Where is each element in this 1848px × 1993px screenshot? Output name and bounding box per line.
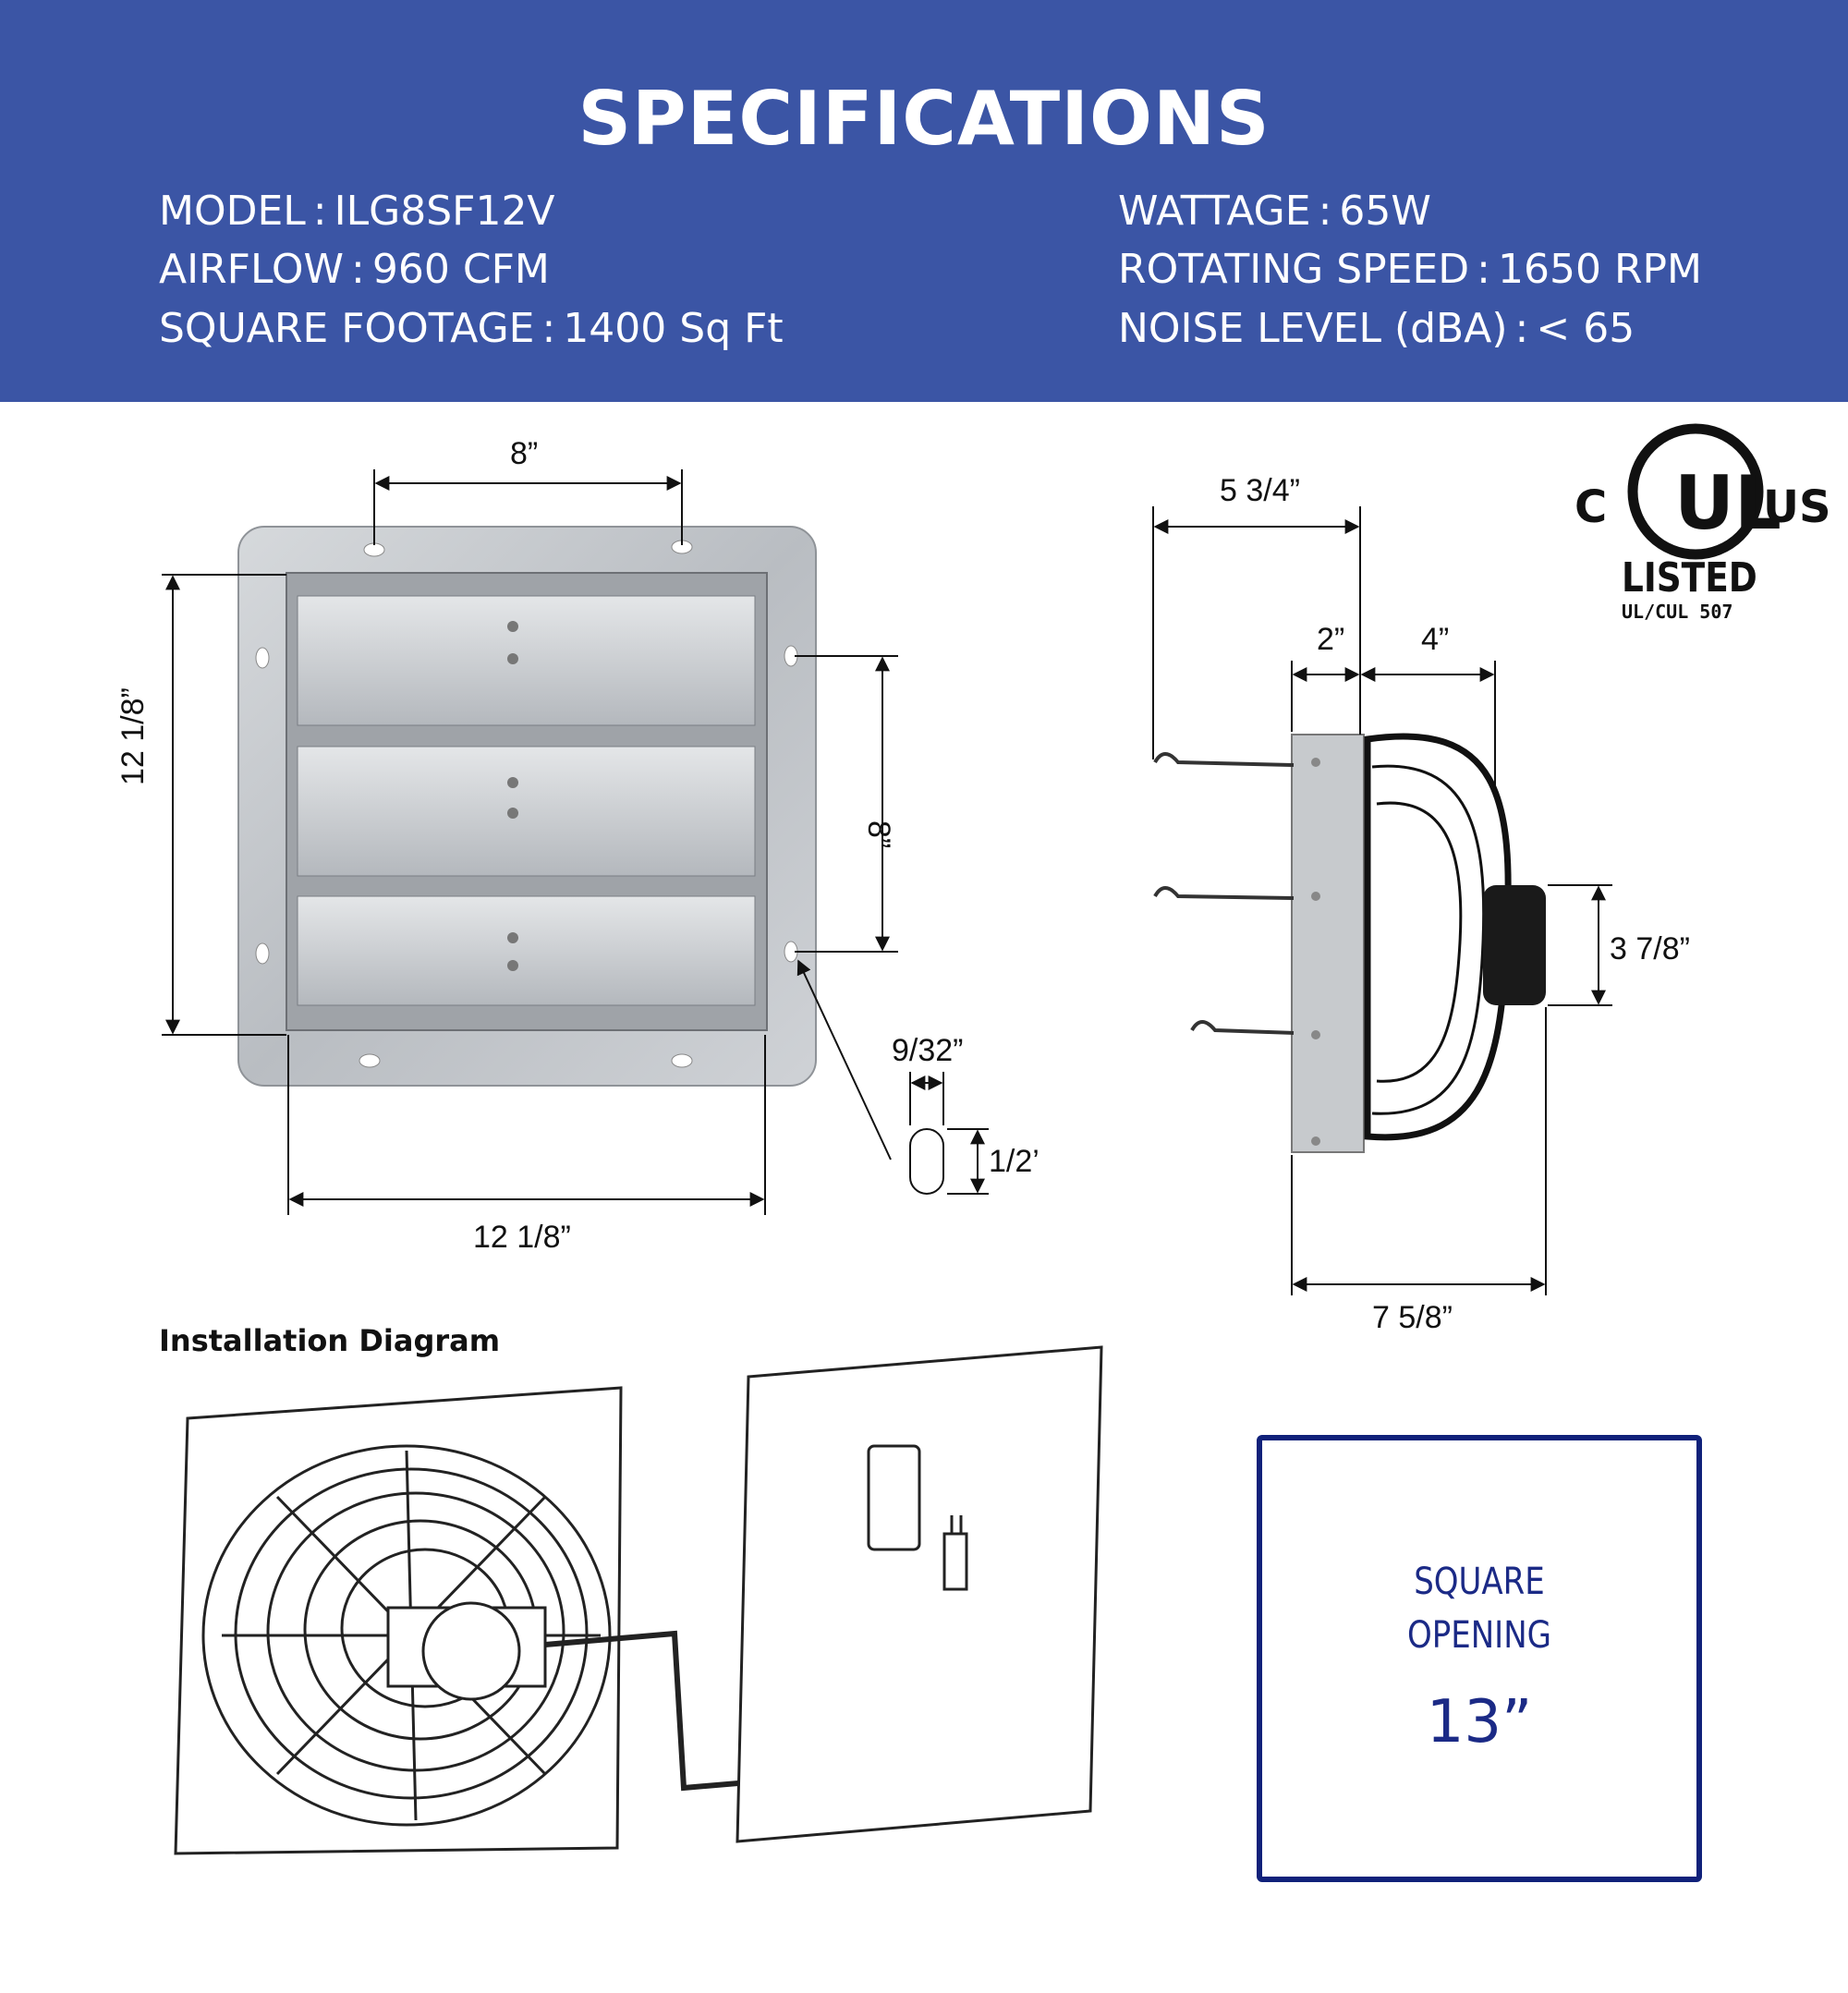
install-plug [944, 1534, 967, 1589]
spec-separator: : [1477, 246, 1490, 293]
spec-model [159, 188, 555, 236]
ul-standard: UL/CUL 507 [1622, 601, 1733, 623]
spec-label: AIRFLOW [159, 246, 345, 293]
spec-label: SQUARE FOOTAGE [159, 305, 535, 352]
dim-front-depth: 2” [1317, 622, 1345, 657]
spec-wattage [1118, 188, 1431, 236]
dim-slot-height: 1/2’ [989, 1144, 1040, 1179]
spec-value: 1650 RPM [1497, 246, 1703, 293]
spec-square-footage [159, 305, 784, 353]
ul-logo [1571, 416, 1831, 554]
spec-rotating-speed [1118, 246, 1702, 294]
dim-front-height: 12 1/8” [116, 687, 151, 785]
spec-separator: : [1318, 188, 1332, 235]
install-outlet [869, 1446, 919, 1549]
spec-value: 1400 Sq Ft [563, 305, 784, 352]
front-view-drawing [0, 407, 1109, 1238]
dim-side-overall-depth: 7 5/8” [1372, 1300, 1453, 1335]
spec-airflow [159, 246, 550, 294]
dim-motor-height: 3 7/8” [1610, 931, 1690, 966]
spec-label: ROTATING SPEED [1118, 246, 1470, 293]
installation-title: Installation Diagram [159, 1323, 501, 1358]
dim-front-width: 12 1/8” [473, 1220, 571, 1255]
ul-c: C [1574, 481, 1608, 533]
spec-label: WATTAGE [1118, 188, 1311, 235]
side-mounting-plate [1292, 735, 1364, 1152]
spec-separator: : [1514, 305, 1529, 352]
shutter-flaps [1155, 754, 1294, 1033]
spec-header [0, 0, 1848, 402]
dim-guard-depth: 4” [1421, 622, 1450, 657]
install-wall [737, 1347, 1101, 1841]
dim-side-hole-spacing: 8” [861, 820, 896, 849]
spec-value: < 65 [1536, 305, 1635, 352]
spec-title: SPECIFICATIONS [578, 76, 1270, 162]
spec-label: NOISE LEVEL (dBA) [1118, 305, 1508, 352]
shutter-louver-top [298, 596, 755, 725]
spec-value: ILG8SF12V [334, 188, 555, 235]
spec-noise-level [1118, 305, 1635, 353]
spec-separator: : [351, 246, 365, 293]
square-opening-box [1257, 1435, 1702, 1882]
ul-listed: LISTED [1622, 554, 1757, 602]
spec-separator: : [312, 188, 327, 235]
spec-value: 960 CFM [371, 246, 550, 293]
side-motor [1483, 885, 1546, 1005]
ul-letters: UL [1674, 460, 1781, 546]
shutter-louver-bottom [298, 896, 755, 1005]
spec-separator: : [541, 305, 556, 352]
spec-label: MODEL [159, 188, 306, 235]
opening-label-square: SQUARE [1414, 1561, 1545, 1603]
opening-label-opening: OPENING [1406, 1614, 1551, 1657]
dim-top-hole-spacing: 8” [510, 436, 539, 471]
installation-drawing [166, 1340, 1127, 1857]
dim-slot-width: 9/32” [892, 1033, 964, 1068]
ul-us: US [1763, 481, 1831, 533]
install-motor [423, 1603, 519, 1699]
dim-side-overall-top: 5 3/4” [1220, 473, 1300, 508]
opening-size: 13” [1426, 1688, 1533, 1756]
spec-value: 65W [1339, 188, 1431, 235]
shutter-louver-middle [298, 747, 755, 876]
